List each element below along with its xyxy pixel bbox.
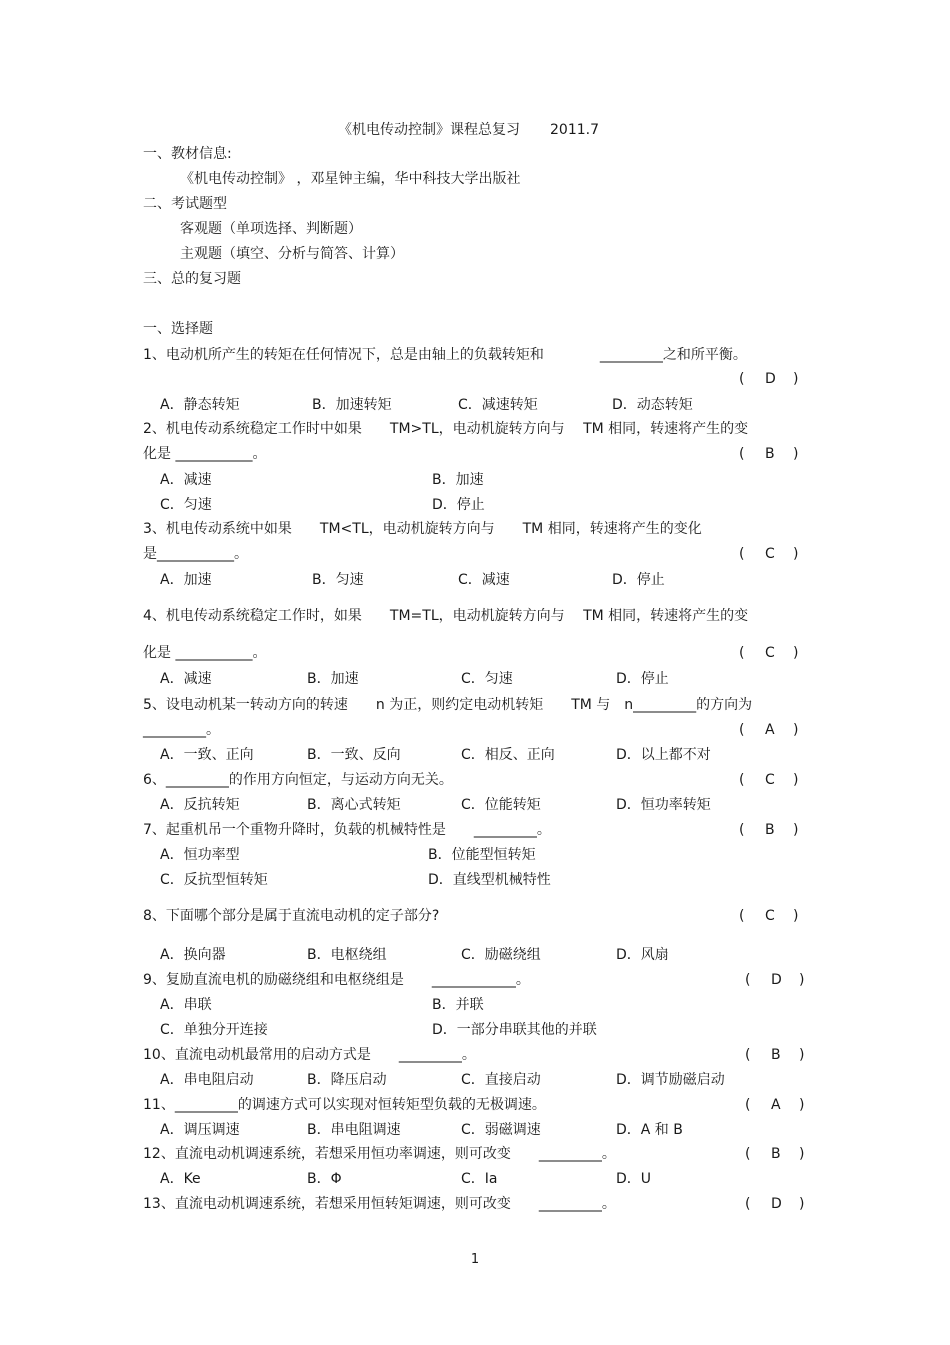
question-text: 6、_________的作用方向恒定，与运动方向无关。 — [143, 772, 453, 788]
question-text: 13、直流电动机调速系统，若想采用恒转矩调速，则可改变 _________。 — [143, 1196, 616, 1212]
page-title — [338, 121, 599, 139]
option: D．停止 — [432, 497, 485, 513]
option: B．降压启动 — [307, 1072, 387, 1088]
option: D．恒功率转矩 — [616, 797, 711, 813]
option: D．一部分串联其他的并联 — [432, 1022, 597, 1038]
option: A．反抗转矩 — [160, 797, 240, 813]
option: D．直线型机械特性 — [428, 872, 551, 888]
option: B．位能型恒转矩 — [428, 847, 536, 863]
question-text: 8、下面哪个部分是属于直流电动机的定子部分? — [143, 908, 440, 924]
question-text-cont: 化是 ___________。 — [143, 446, 267, 462]
title-text: 《机电传动控制》课程总复习 — [338, 122, 520, 138]
option: A．串电阻启动 — [160, 1072, 254, 1088]
option: A．调压调速 — [160, 1122, 240, 1138]
subjective-type: 主观题（填空、分析与简答、计算） — [180, 246, 404, 262]
answer-value: A — [771, 1097, 781, 1113]
option: D．动态转矩 — [612, 397, 693, 413]
option: C．减速转矩 — [458, 397, 538, 413]
answer-value: C — [765, 908, 775, 924]
option: D．调节励磁启动 — [616, 1072, 725, 1088]
option: B．串电阻调速 — [307, 1122, 401, 1138]
option: B．加速转矩 — [312, 397, 392, 413]
option: D．A 和 B — [616, 1122, 683, 1138]
option: C．Ia — [461, 1171, 498, 1187]
answer-value: B — [771, 1047, 781, 1063]
title-date: 2011.7 — [550, 122, 599, 138]
option: B．一致、反向 — [307, 747, 401, 763]
answer-value: B — [771, 1146, 781, 1162]
choice-heading: 一、选择题 — [143, 321, 213, 337]
question-text-cont: _________。 — [143, 722, 220, 738]
option: A．一致、正向 — [160, 747, 254, 763]
option: C．反抗型恒转矩 — [160, 872, 268, 888]
question-text: 12、直流电动机调速系统，若想采用恒功率调速，则可改变 _________。 — [143, 1146, 616, 1162]
question-text-cont: 是___________。 — [143, 546, 248, 562]
option: B．Φ — [307, 1171, 342, 1187]
option: B．电枢绕组 — [307, 947, 387, 963]
answer-value: D — [771, 972, 782, 988]
option: A．减速 — [160, 671, 212, 687]
question-text: 2、机电传动系统稳定工作时中如果 TM>TL，电动机旋转方向与 TM 相同，转速将产生的变 — [143, 421, 749, 437]
option: A．Ke — [160, 1171, 201, 1187]
option: C．减速 — [458, 572, 510, 588]
answer-value: C — [765, 772, 775, 788]
option: C．弱磁调速 — [461, 1122, 541, 1138]
option: B．匀速 — [312, 572, 364, 588]
answer-value: B — [765, 446, 775, 462]
section-2-heading: 二、考试题型 — [143, 196, 227, 212]
answer-value: C — [765, 546, 775, 562]
question-text-cont: 化是 ___________。 — [143, 645, 267, 661]
option: D．停止 — [616, 671, 669, 687]
page-number: 1 — [470, 1252, 480, 1267]
option: B．加速 — [307, 671, 359, 687]
section-3-heading: 三、总的复习题 — [143, 271, 241, 287]
answer-value: D — [771, 1196, 782, 1212]
book-info: 《机电传动控制》 ，邓星钟主编，华中科技大学出版社 — [180, 171, 521, 187]
option: B．并联 — [432, 997, 484, 1013]
objective-type: 客观题（单项选择、判断题） — [180, 221, 362, 237]
question-text: 1、电动机所产生的转矩在任何情况下，总是由轴上的负载转矩和 _________之和所平衡。 — [143, 347, 747, 363]
answer-value: B — [765, 822, 775, 838]
section-1-heading: 一、教材信息: — [143, 146, 232, 162]
answer-value: A — [765, 722, 775, 738]
option: A．减速 — [160, 472, 212, 488]
option: A．静态转矩 — [160, 397, 240, 413]
option: A．换向器 — [160, 947, 226, 963]
question-text: 11、_________的调速方式可以实现对恒转矩型负载的无极调速。 — [143, 1097, 546, 1113]
option: C．匀速 — [160, 497, 212, 513]
option: C．励磁绕组 — [461, 947, 541, 963]
answer-value: D — [765, 371, 776, 387]
option: A．恒功率型 — [160, 847, 240, 863]
option: C．单独分开连接 — [160, 1022, 268, 1038]
option: B．加速 — [432, 472, 484, 488]
option: C．直接启动 — [461, 1072, 541, 1088]
option: D．U — [616, 1171, 652, 1187]
option: A．加速 — [160, 572, 212, 588]
option: A．串联 — [160, 997, 212, 1013]
option: D．风扇 — [616, 947, 669, 963]
option: C．相反、正向 — [461, 747, 555, 763]
option: C．匀速 — [461, 671, 513, 687]
question-text: 3、机电传动系统中如果 TM<TL，电动机旋转方向与 TM 相同，转速将产生的变化 — [143, 521, 702, 537]
option: B．离心式转矩 — [307, 797, 401, 813]
question-text: 9、复励直流电机的励磁绕组和电枢绕组是 ____________。 — [143, 972, 530, 988]
document-page: 《机电传动控制》课程总复习 2011.7 一、教材信息: 《机电传动控制》 ，邓星钟主编，华中科技大学出版社 二、考试题型 客观题（单项选择、判断题） 主观题（填空、分析与简答、计算） 三、总的复习题 一、选择题 1、电动机所产生的转矩在任何情况下，总是由轴上的负载转矩和 _________之和所平衡。 ( D ) A．静态转矩 B．加速转矩 C．减速转矩 D．动态转矩 2、机电传动系统稳定工作时中如果 TM>TL，电动机旋转方向与 TM 相同，转速将产生的变 化是 ___________。 ( B ) A．减速 B．加速 C．匀速 D．停止 3、机电传动系统中如果 TM<TL，电动机旋转方向与 TM 相同，转速将产生的变化 是___________。 ( C ) A．加速 B．匀速 C．减速 D．停止 4、机电传动系统稳定工作时，如果 TM=TL，电动机旋转方向与 TM 相同，转速将产生的变 化是 ___________。 ( C ) A．减速 B．加速 C．匀速 D．停止 5、设电动机某一转动方向的转速 n 为正，则约定电动机转矩 TM 与 n_________的方向为 _________。 ( A ) A．一致、正向 B．一致、反向 C．相反、正向 D．以上都不对 6、_________的作用方向恒定，与运动方向无关。 ( C ) A．反抗转矩 B．离心式转矩 C．位能转矩 D．恒功率转矩 7、起重机吊一个重物升降时，负载的机械特性是 _________。 ( B ) A．恒功率型 B．位能型恒转矩 C．反抗型恒转矩 D．直线型机械特性 8、下面哪个部分是属于直流电动机的定子部分? ( C ) A．换向器 B．电枢绕组 C．励磁绕组 D．风扇 9、复励直流电机的励磁绕组和电枢绕组是 ____________。 ( D ) A．串联 B．并联 C．单独分开连接 D．一部分串联其他的并联 10、直流电动机最常用的启动方式是 _________。 ( B ) A．串电阻启动 B．降压启动 C．直接启动 D．调节励磁启动 11、_________的调速方式可以实现对恒转矩型负载的无极调速。 ( A ) A．调压调速 B．串电阻调速 C．弱磁调速 D．A 和 B 12、直流电动机调速系统，若想采用恒功率调速，则可改变 _________。 ( B ) A．Ke B．Φ C．Ia D．U 13、直流电动机调速系统，若想采用恒转矩调速，则可改变 _________。 ( D ) 1 — [0, 0, 950, 1345]
question-text: 5、设电动机某一转动方向的转速 n 为正，则约定电动机转矩 TM 与 n_________的方向为 — [143, 697, 753, 713]
question-text: 10、直流电动机最常用的启动方式是 _________。 — [143, 1047, 476, 1063]
option: D．停止 — [612, 572, 665, 588]
option: D．以上都不对 — [616, 747, 711, 763]
answer-value: C — [765, 645, 775, 661]
question-text: 7、起重机吊一个重物升降时，负载的机械特性是 _________。 — [143, 822, 551, 838]
question-text: 4、机电传动系统稳定工作时，如果 TM=TL，电动机旋转方向与 TM 相同，转速将产生的变 — [143, 608, 749, 624]
option: C．位能转矩 — [461, 797, 541, 813]
